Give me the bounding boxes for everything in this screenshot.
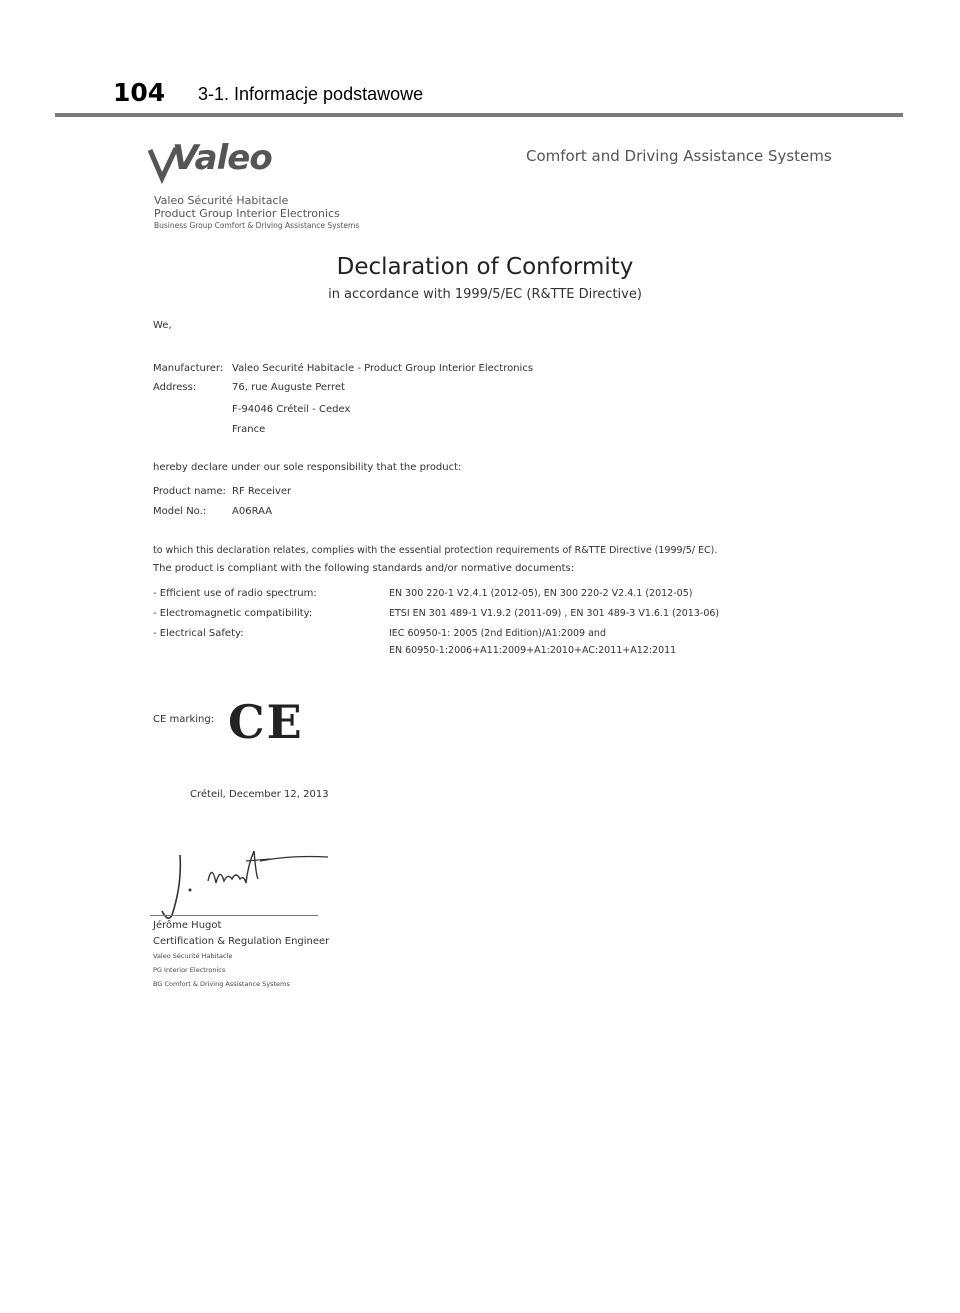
declaration-of-conformity-scan <box>0 130 960 1030</box>
standard-label-3: - Electrical Safety: <box>153 628 244 639</box>
signer-title: Certification & Regulation Engineer <box>153 936 330 947</box>
tagline: Comfort and Driving Assistance Systems <box>526 147 832 165</box>
declare-text: hereby declare under our sole responsibility that the product: <box>153 462 462 473</box>
signer-org-1: Valeo Sécurité Habitacle <box>153 952 233 960</box>
document-title: Declaration of Conformity <box>336 254 634 280</box>
signer-name: Jérôme Hugot <box>153 920 222 931</box>
address-line-1: 76, rue Auguste Perret <box>232 382 345 393</box>
standard-label-1: - Efficient use of radio spectrum: <box>153 588 317 599</box>
page-number: 104 <box>113 78 166 107</box>
product-name-label: Product name: <box>153 486 226 497</box>
header-rule <box>55 113 903 117</box>
logo-text: Valeo <box>172 138 272 178</box>
standard-value-extra: EN 60950-1:2006+A11:2009+A1:2010+AC:2011+A12:2011 <box>389 645 677 656</box>
signer-org-3: BG Comfort & Driving Assistance Systems <box>153 980 290 988</box>
ce-marking-label: CE marking: <box>153 714 215 725</box>
standard-label-2: - Electromagnetic compatibility: <box>153 608 313 619</box>
standard-value-2: ETSI EN 301 489-1 V1.9.2 (2011-09) , EN 301 489-3 V1.6.1 (2013-06) <box>389 608 720 619</box>
valeo-logo <box>150 136 272 186</box>
manufacturer-value: Valeo Securité Habitacle - Product Group Interior Electronics <box>232 363 534 374</box>
address-line-3: France <box>232 424 266 435</box>
org-line-3: Business Group Comfort & Driving Assistance Systems <box>154 221 360 230</box>
standard-value-3: IEC 60950-1: 2005 (2nd Edition)/A1:2009 and <box>389 628 606 639</box>
compliance-line-1: to which this declaration relates, complies with the essential protection requirements of R&TTE Directive (1999/5/ EC). <box>153 545 718 556</box>
address-line-2: F-94046 Créteil - Cedex <box>232 404 351 415</box>
model-value: A06RAA <box>232 506 273 517</box>
product-name-value: RF Receiver <box>232 486 292 497</box>
we-text: We, <box>153 320 172 331</box>
place-date: Créteil, December 12, 2013 <box>190 789 329 800</box>
manufacturer-label: Manufacturer: <box>153 363 224 374</box>
signature-icon <box>150 845 340 930</box>
ce-mark-icon: CE <box>228 695 304 749</box>
compliance-line-2: The product is compliant with the following standards and/or normative documents: <box>153 563 575 574</box>
org-line-2: Product Group Interior Electronics <box>154 207 340 220</box>
standard-value-1: EN 300 220-1 V2.4.1 (2012-05), EN 300 220-2 V2.4.1 (2012-05) <box>389 588 693 599</box>
address-label: Address: <box>153 382 197 393</box>
model-label: Model No.: <box>153 506 207 517</box>
document-subtitle: in accordance with 1999/5/EC (R&TTE Directive) <box>328 287 642 302</box>
signer-org-2: PG Interior Electronics <box>153 966 226 974</box>
signature-line <box>150 915 318 916</box>
org-line-1: Valeo Sécurité Habitacle <box>154 194 289 207</box>
page-header <box>0 0 960 120</box>
section-title: 3-1. Informacje podstawowe <box>198 84 424 104</box>
